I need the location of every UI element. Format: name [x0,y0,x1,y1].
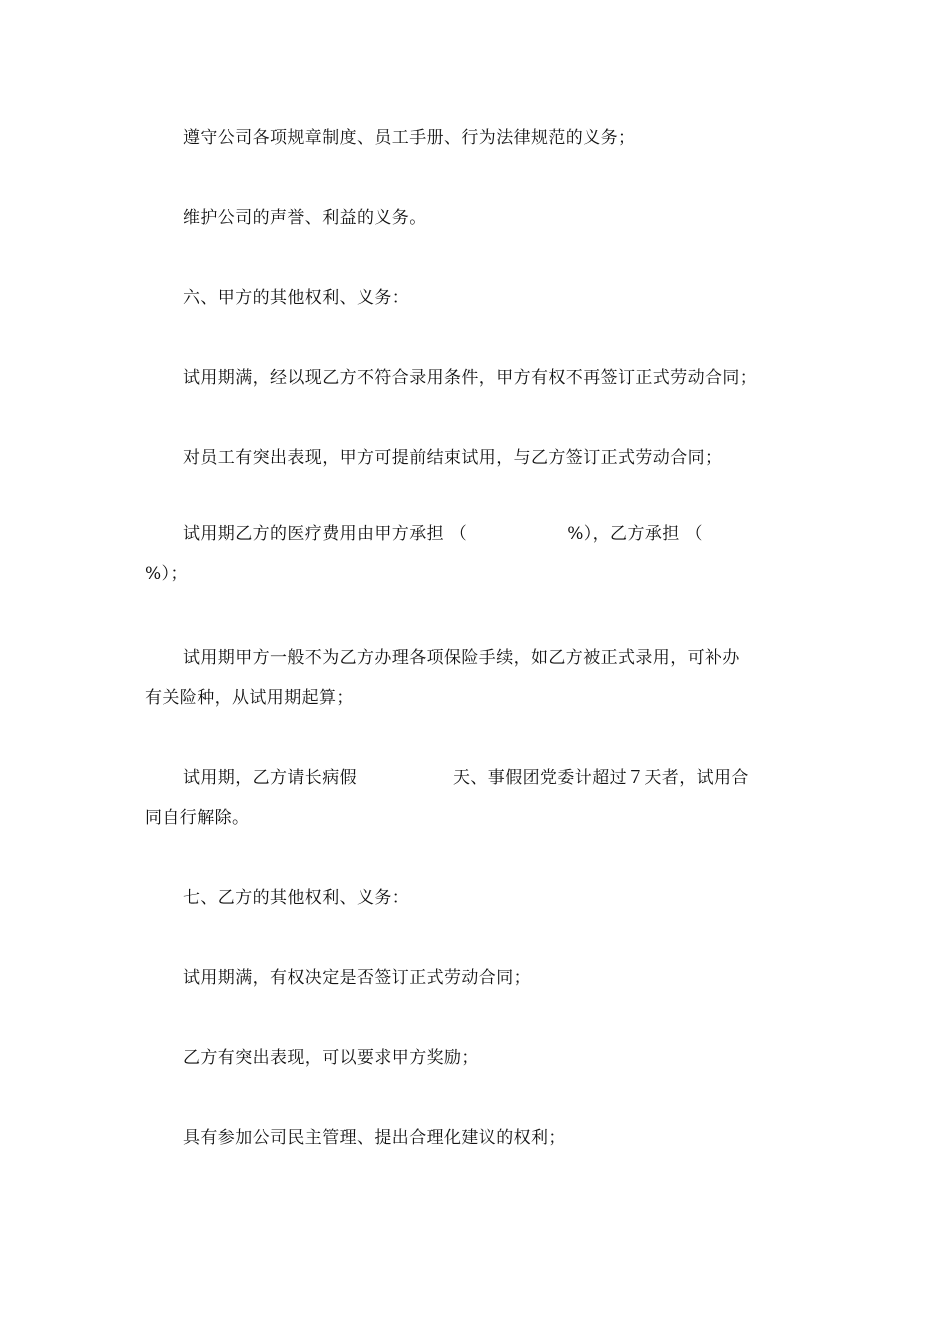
paragraph-probation-end [145,358,805,398]
paragraph-text: %）； [145,564,188,584]
paragraph-text: 乙方有突出表现，可以要求甲方奖励； [183,1048,479,1068]
paragraph-sign-decision [145,958,805,998]
section-heading-party-b [145,878,805,918]
paragraph-text: 试用期甲方一般不为乙方办理各项保险手续，如乙方被正式录用，可补办 [183,648,740,668]
paragraph-early-end [145,438,805,478]
paragraph-reward [145,1038,805,1078]
paragraph-text: %），乙方承担 （ [567,524,703,544]
paragraph-management [145,1118,805,1158]
paragraph-line [145,554,805,594]
paragraph-text: 试用期乙方的医疗费用由甲方承担 （ [183,524,468,544]
paragraph-text: 同自行解除。 [145,808,250,828]
paragraph-medical-costs [145,514,805,594]
paragraph-sick-leave [145,758,805,838]
paragraph-text: 维护公司的声誉、利益的义务。 [183,208,427,228]
paragraph-company-rules [145,118,805,158]
paragraph-line [145,758,805,798]
paragraph-text: 试用期满，经以现乙方不符合录用条件，甲方有权不再签订正式劳动合同； [183,368,758,388]
section-heading-party-a [145,278,805,318]
paragraph-text: 有关险种，从试用期起算； [145,688,354,708]
paragraph-reputation [145,198,805,238]
paragraph-text: 具有参加公司民主管理、提出合理化建议的权利； [183,1128,566,1148]
heading-text: 六、甲方的其他权利、义务： [183,288,410,308]
heading-text: 七、乙方的其他权利、义务： [183,888,410,908]
paragraph-text: 对员工有突出表现，甲方可提前结束试用，与乙方签订正式劳动合同； [183,448,723,468]
paragraph-text: 遵守公司各项规章制度、员工手册、行为法律规范的义务； [183,128,636,148]
paragraph-text: 试用期，乙方请长病假 [183,768,357,788]
paragraph-line [145,514,805,554]
paragraph-insurance [145,638,805,718]
paragraph-text: 天、事假团党委计超过７天者，试用合 [453,768,749,788]
paragraph-text: 试用期满，有权决定是否签订正式劳动合同； [183,968,531,988]
